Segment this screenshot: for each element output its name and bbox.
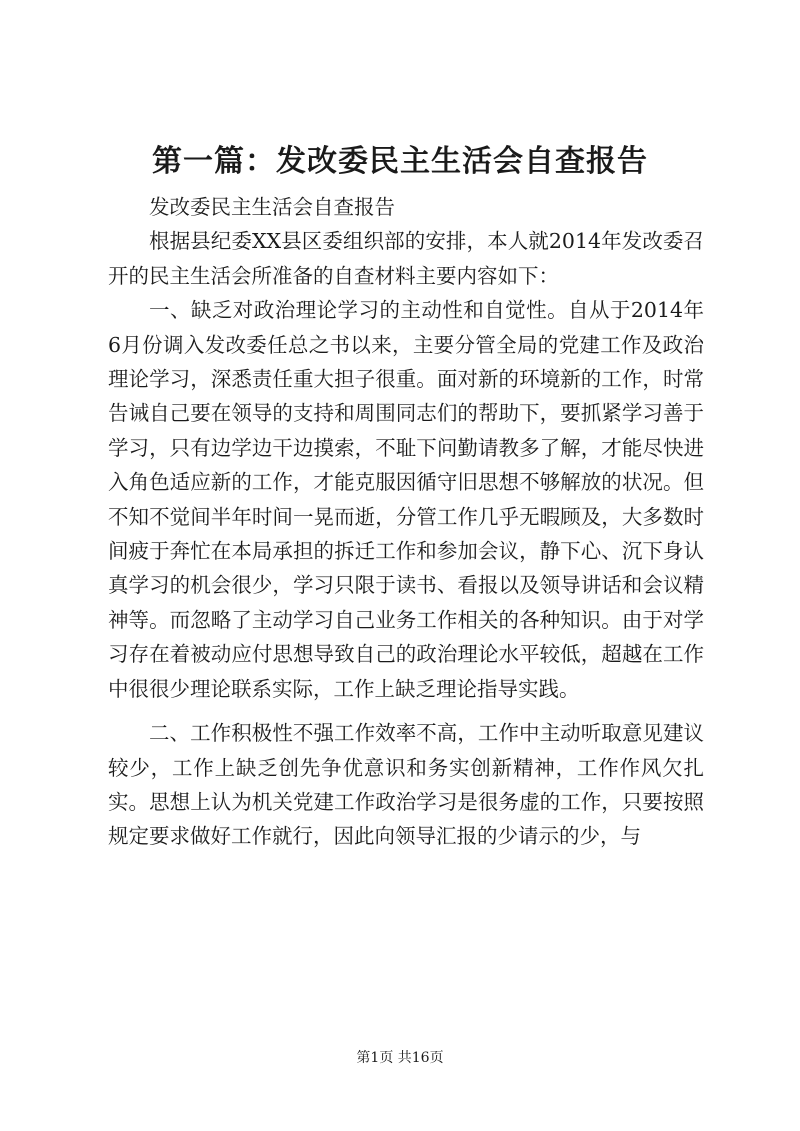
page-number-footer: 第1页 共16页 — [356, 1050, 444, 1066]
paragraph-section-one: 一、缺乏对政治理论学习的主动性和自觉性。自从于2014年6月份调入发改委任总之书以来，主要分管全局的党建工作及政治理论学习，深悉责任重大担子很重。面对新的环境新的工作，时常告诫自己要在领导的支持和周围同志们的帮助下，要抓紧学习善于学习，只有边学边干边摸索，不耻下问勤请教多了解，才能尽快进入角色适应新的工作，才能克服因循守旧思想不够解放的状况。但不知不觉间半年时间一晃而逝，分管工作几乎无暇顾及，大多数时间疲于奔忙在本局承担的拆迁工作和参加会议，静下心、沉下身认真学习的机会很少，学习只限于读书、看报以及领导讲话和会议精神等。而忽略了主动学习自己业务工作相关的各种知识。由于对学习存在着被动应付思想导致自己的政治理论水平较低，超越在工作中很很少理论联系实际，工作上缺乏理论指导实践。 — [108, 298, 704, 701]
document-title: 第一篇：发改委民主生活会自查报告 — [152, 144, 648, 179]
paragraph-section-two: 二、工作积极性不强工作效率不高，工作中主动听取意见建议较少，工作上缺乏创先争优意识和务实创新精神，工作作风欠扎实。思想上认为机关党建工作政治学习是很务虚的工作，只要按照规定要求做好工作就行，因此向领导汇报的少请示的少，与 — [108, 721, 704, 849]
document-subtitle: 发改委民主生活会自查报告 — [149, 195, 395, 219]
paragraph-intro: 根据县纪委XX县区委组织部的安排，本人就2014年发改委召开的民主生活会所准备的自查材料主要内容如下： — [108, 229, 704, 288]
document-body — [108, 190, 704, 854]
